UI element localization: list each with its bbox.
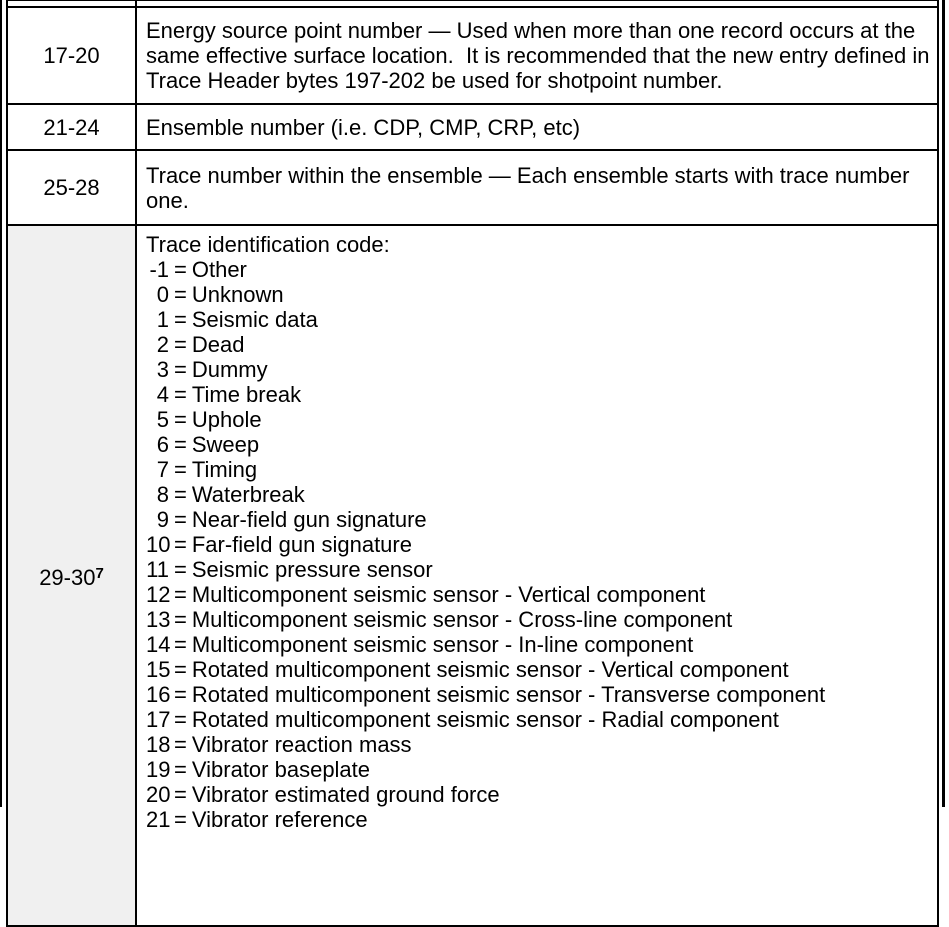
trace-id-code-label: Unknown [191, 282, 284, 307]
page-border-left [0, 0, 2, 807]
trace-id-code-number: 20 [146, 782, 171, 807]
description-cell [136, 225, 938, 926]
trace-id-code-number: 7 [156, 457, 169, 482]
trace-id-code-number: 5 [156, 407, 169, 432]
byte-range-label: 21-24 [43, 114, 100, 140]
equals-sign: = [174, 332, 187, 357]
description-cell [136, 150, 938, 225]
trace-id-code-item [146, 407, 933, 432]
trace-id-code-intro: Trace identification code: [146, 232, 390, 257]
trace-id-code-number: 8 [156, 482, 169, 507]
trace-id-code-item [146, 682, 933, 707]
trace-id-code-label: Timing [191, 457, 258, 482]
trace-id-code-number: 0 [156, 282, 169, 307]
equals-sign: = [174, 732, 187, 757]
equals-sign: = [174, 807, 187, 832]
trace-id-code-label: Seismic data [191, 307, 318, 332]
equals-sign: = [174, 707, 187, 732]
trace-id-code-label: Other [191, 257, 247, 282]
trace-id-code-label: Rotated multicomponent seismic sensor - Vertical component [191, 657, 789, 682]
trace-id-code-label: Multicomponent seismic sensor - Vertical component [191, 582, 706, 607]
trace-id-code-number: 3 [156, 357, 169, 382]
equals-sign: = [174, 582, 187, 607]
trace-id-code-item [146, 307, 933, 332]
equals-sign: = [174, 632, 187, 657]
byte-range-label: 17-20 [43, 43, 100, 68]
trace-id-code-number: 17 [146, 707, 171, 732]
trace-id-code-number: -1 [149, 257, 169, 282]
trace-id-code-label: Dummy [191, 357, 268, 382]
trace-id-code-label: Waterbreak [191, 482, 305, 507]
equals-sign: = [174, 407, 187, 432]
trace-id-code-label: Multicomponent seismic sensor - Cross-line component [191, 607, 733, 632]
description-cell [136, 7, 938, 104]
trace-id-code-item [146, 582, 933, 607]
trace-id-code-item [146, 807, 933, 832]
equals-sign: = [174, 382, 187, 407]
trace-id-code-number: 4 [156, 382, 169, 407]
trace-id-code-label: Dead [191, 332, 245, 357]
equals-sign: = [174, 482, 187, 507]
equals-sign: = [174, 532, 187, 557]
byte-range-label: 25-28 [43, 175, 100, 200]
trace-id-code-label: Time break [191, 382, 302, 407]
table-row-bytes-25-28 [7, 150, 938, 225]
trace-id-code-item [146, 332, 933, 357]
equals-sign: = [174, 357, 187, 382]
trace-id-code-number: 18 [146, 732, 171, 757]
trace-id-code-label: Rotated multicomponent seismic sensor - Transverse component [191, 682, 826, 707]
trace-id-code-number: 13 [146, 607, 171, 632]
trace-id-code-label: Sweep [191, 432, 260, 457]
table-row-bytes-17-20 [7, 7, 938, 104]
trace-id-code-number: 9 [156, 507, 169, 532]
table-row-bytes-29-30 [7, 225, 938, 926]
byte-range-cell [7, 104, 136, 150]
description-cell [136, 104, 938, 150]
trace-id-code-number: 10 [146, 532, 171, 557]
equals-sign: = [174, 682, 187, 707]
trace-id-code-label: Seismic pressure sensor [191, 557, 433, 582]
trace-id-code-item [146, 457, 933, 482]
trace-id-code-label: Vibrator baseplate [191, 757, 371, 782]
equals-sign: = [174, 307, 187, 332]
trace-id-code-item [146, 432, 933, 457]
trace-id-code-item [146, 732, 933, 757]
table-row-partial-top [7, 0, 938, 7]
trace-id-code-item [146, 482, 933, 507]
description-text: Trace number within the ensemble — Each ensemble starts with trace number one. [146, 162, 916, 213]
trace-id-code-item [146, 532, 933, 557]
trace-id-code-item [146, 557, 933, 582]
trace-id-code-number: 16 [146, 682, 171, 707]
trace-id-code-label: Vibrator reaction mass [191, 732, 412, 757]
trace-id-code-list [146, 257, 933, 832]
trace-id-code-item [146, 632, 933, 657]
equals-sign: = [174, 607, 187, 632]
trace-id-code-item [146, 357, 933, 382]
equals-sign: = [174, 782, 187, 807]
equals-sign: = [174, 257, 187, 282]
trace-id-code-number: 15 [146, 657, 171, 682]
equals-sign: = [174, 657, 187, 682]
table-row-bytes-21-24 [7, 104, 938, 150]
byte-range-cell-partial [7, 0, 136, 7]
trace-id-code-item [146, 757, 933, 782]
equals-sign: = [174, 557, 187, 582]
equals-sign: = [174, 432, 187, 457]
trace-id-code-item [146, 782, 933, 807]
trace-id-code-label: Vibrator estimated ground force [191, 782, 500, 807]
trace-id-code-label: Near-field gun signature [191, 507, 427, 532]
trace-id-code-label: Rotated multicomponent seismic sensor - Radial component [191, 707, 779, 732]
trace-id-code-item [146, 282, 933, 307]
trace-id-code-number: 12 [146, 582, 171, 607]
byte-range-cell [7, 7, 136, 104]
description-cell-partial [136, 0, 938, 7]
trace-id-code-item [146, 382, 933, 407]
trace-id-code-label: Vibrator reference [191, 807, 368, 832]
trace-id-code-number: 11 [146, 557, 169, 582]
trace-id-code-item [146, 507, 933, 532]
byte-range-cell [7, 150, 136, 225]
footnote-superscript: 7 [95, 565, 104, 582]
byte-range-cell-shaded [7, 225, 136, 926]
trace-id-code-label: Far-field gun signature [191, 532, 412, 557]
trace-id-code-number: 14 [146, 632, 171, 657]
equals-sign: = [174, 757, 187, 782]
equals-sign: = [174, 282, 187, 307]
trace-id-code-item [146, 707, 933, 732]
trace-id-code-number: 19 [146, 757, 171, 782]
trace-id-code-item [146, 657, 933, 682]
equals-sign: = [174, 507, 187, 532]
description-text: Ensemble number (i.e. CDP, CMP, CRP, etc) [146, 114, 581, 140]
byte-range-label: 29-30$^7$ [39, 565, 104, 590]
description-text: Energy source point number — Used when more than one record occurs at the same effective surface location. It is recommended that the new entry defined in Trace Header bytes 197-202 be used for shotpoint number. [146, 18, 936, 93]
trace-header-byte-table [6, 0, 939, 927]
trace-id-code-number: 21 [146, 807, 171, 832]
equals-sign: = [174, 457, 187, 482]
trace-id-code-number: 1 [156, 307, 169, 332]
trace-id-code-number: 6 [156, 432, 169, 457]
trace-id-code-number: 2 [156, 332, 169, 357]
trace-id-code-item [146, 257, 933, 282]
trace-id-code-label: Multicomponent seismic sensor - In-line component [191, 632, 694, 657]
page-border-right [942, 0, 945, 807]
trace-id-code-label: Uphole [191, 407, 262, 432]
trace-id-code-item [146, 607, 933, 632]
